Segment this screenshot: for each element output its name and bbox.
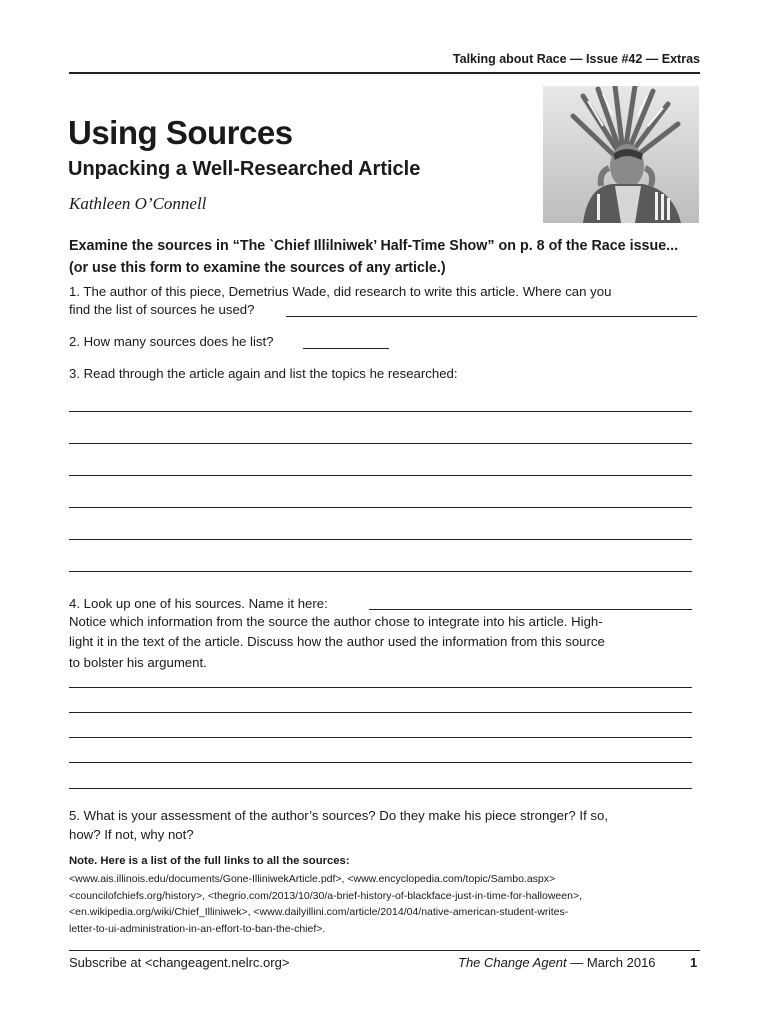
answer-line-q1[interactable] <box>286 316 697 317</box>
subscribe-link[interactable]: Subscribe at <changeagent.nelrc.org> <box>69 955 290 970</box>
answer-line-q3[interactable] <box>69 411 692 412</box>
answer-line-q3[interactable] <box>69 475 692 476</box>
link-line-3: <en.wikipedia.org/wiki/Chief_Illiniwek>, <www.dailyillini.com/article/2014/04/native-american-student-writes- <box>69 906 569 918</box>
sources-links <box>69 871 709 937</box>
link-line-2: <councilofchiefs.org/history>, <thegrio.com/2013/10/30/a-brief-history-of-blackface-just-in-time-for-halloween>, <box>69 889 582 902</box>
question-5-line-2: how? If not, why not? <box>69 827 194 842</box>
intro-line-1: Examine the sources in “The `Chief Illilniwek’ Half-Time Show” on p. 8 of the Race issue... <box>69 238 679 254</box>
answer-line-q3[interactable] <box>69 539 692 540</box>
question-4-line-3: to bolster his argument. <box>69 655 207 670</box>
answer-line-q3[interactable] <box>69 443 692 444</box>
question-4-line-1: Notice which information from the source the author chose to integrate into his article. High- <box>69 614 603 629</box>
question-1-line-2: find the list of sources he used? <box>69 302 255 317</box>
answer-line-q4-source[interactable] <box>369 609 692 610</box>
question-4-line-2: light it in the text of the article. Discuss how the author used the information from this source <box>69 634 605 649</box>
answer-line-q4[interactable] <box>69 687 692 688</box>
article-photo <box>543 86 699 223</box>
page-number: 1 <box>690 955 698 970</box>
article-author: Kathleen O’Connell <box>69 194 207 213</box>
question-1-line-1: 1. The author of this piece, Demetrius Wade, did research to write this article. Where can you <box>69 284 612 299</box>
answer-line-q2[interactable] <box>303 348 389 349</box>
publication-name: The Change Agent <box>458 955 567 970</box>
publication-info <box>458 955 656 970</box>
intro-instructions <box>69 235 709 279</box>
question-3: 3. Read through the article again and list the topics he researched: <box>69 366 458 381</box>
sources-note-title: Note. Here is a list of the full links to all the sources: <box>69 855 350 867</box>
answer-line-q4[interactable] <box>69 788 692 789</box>
header-rule <box>69 72 700 74</box>
answer-line-q4[interactable] <box>69 737 692 738</box>
answer-line-q4[interactable] <box>69 762 692 763</box>
answer-line-q4[interactable] <box>69 712 692 713</box>
link-line-1: <www.ais.illinois.edu/documents/Gone-IlliniwekArticle.pdf>, <www.encyclopedia.com/topic/Sambo.aspx> <box>69 873 556 885</box>
question-5-line-1: 5. What is your assessment of the author’s sources? Do they make his piece stronger? If so, <box>69 808 608 823</box>
article-title: Using Sources <box>68 114 293 151</box>
question-2: 2. How many sources does he list? <box>69 334 274 349</box>
answer-line-q3[interactable] <box>69 507 692 508</box>
footer-rule <box>69 950 700 951</box>
link-line-4: letter-to-ui-administration-in-an-effort-to-ban-the-chief>. <box>69 922 326 935</box>
publication-date: — March 2016 <box>566 955 656 970</box>
question-4-prompt: 4. Look up one of his sources. Name it here: <box>69 596 328 611</box>
running-header: Talking about Race — Issue #42 — Extras <box>452 52 700 66</box>
article-subtitle: Unpacking a Well-Researched Article <box>68 158 421 180</box>
answer-line-q3[interactable] <box>69 571 692 572</box>
intro-line-2: (or use this form to examine the sources of any article.) <box>69 260 446 276</box>
